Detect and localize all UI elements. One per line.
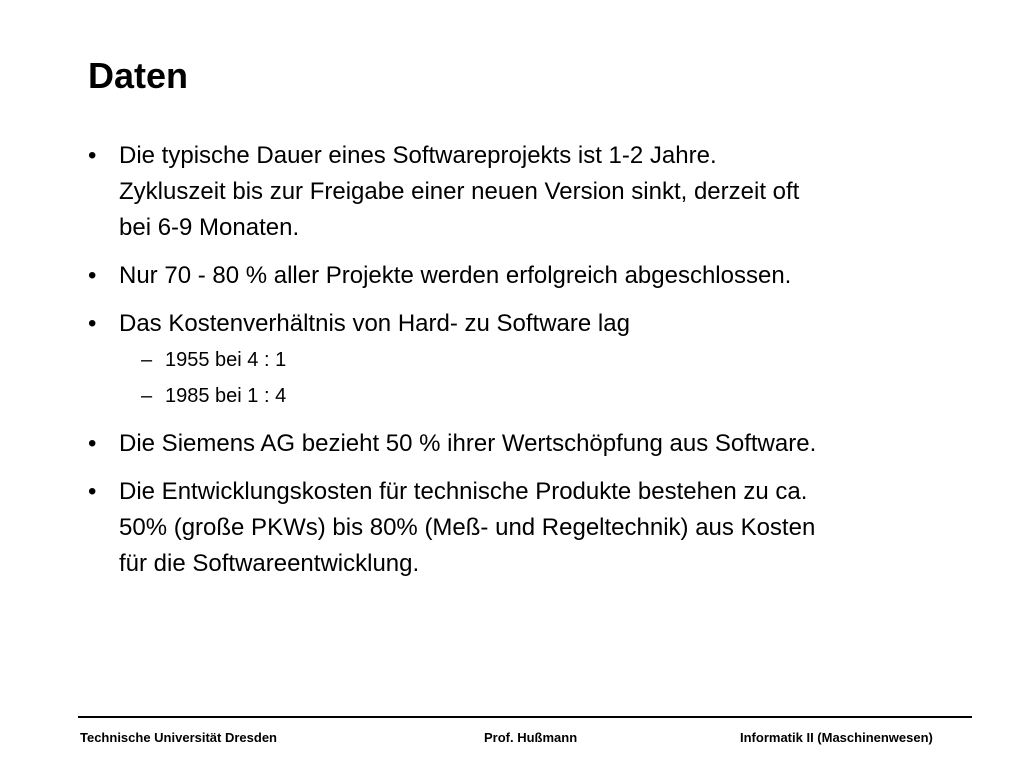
sub-bullet-text: 1985 bei 1 : 4 bbox=[165, 385, 287, 407]
bullet-text-line: bei 6-9 Monaten. bbox=[119, 214, 300, 241]
footer-divider bbox=[78, 716, 972, 718]
bullet-item bbox=[88, 306, 968, 414]
bullet-text-line: Zykluszeit bis zur Freigabe einer neuen Version sinkt, derzeit oft bbox=[119, 178, 800, 205]
bullet-text-line: Nur 70 - 80 % aller Projekte werden erfolgreich abgeschlossen. bbox=[119, 262, 792, 289]
footer-author: Prof. Hußmann bbox=[484, 730, 578, 745]
bullet-item bbox=[88, 138, 968, 246]
bullet-text-line: Die typische Dauer eines Softwareprojekts ist 1-2 Jahre. bbox=[119, 142, 717, 169]
bullet-text-line: 50% (große PKWs) bis 80% (Meß- und Regeltechnik) aus Kosten bbox=[119, 514, 816, 541]
bullet-marker: • bbox=[88, 310, 97, 337]
bullet-marker: • bbox=[88, 478, 97, 505]
bullet-text-line: für die Softwareentwicklung. bbox=[119, 550, 420, 577]
bullet-item bbox=[88, 474, 968, 582]
slide-title: Daten bbox=[88, 55, 189, 96]
sub-bullet-marker: – bbox=[141, 349, 153, 371]
footer-institution: Technische Universität Dresden bbox=[80, 730, 277, 745]
bullet-marker: • bbox=[88, 142, 97, 169]
sub-bullet-marker: – bbox=[141, 385, 153, 407]
bullet-marker: • bbox=[88, 430, 97, 457]
bullet-item bbox=[88, 426, 968, 462]
bullet-text-line: Die Siemens AG bezieht 50 % ihrer Wertschöpfung aus Software. bbox=[119, 430, 817, 457]
bullet-text-line: Die Entwicklungskosten für technische Produkte bestehen zu ca. bbox=[119, 478, 808, 505]
bullet-item bbox=[88, 258, 968, 294]
sub-bullet-text: 1955 bei 4 : 1 bbox=[165, 349, 287, 371]
sub-bullet-item bbox=[119, 378, 968, 414]
bullet-text-line: Das Kostenverhältnis von Hard- zu Software lag bbox=[119, 310, 630, 337]
footer-course: Informatik II (Maschinenwesen) bbox=[740, 730, 933, 745]
sub-bullet-list bbox=[119, 342, 968, 414]
bullet-list bbox=[88, 138, 968, 594]
sub-bullet-item bbox=[119, 342, 968, 378]
bullet-marker: • bbox=[88, 262, 97, 289]
